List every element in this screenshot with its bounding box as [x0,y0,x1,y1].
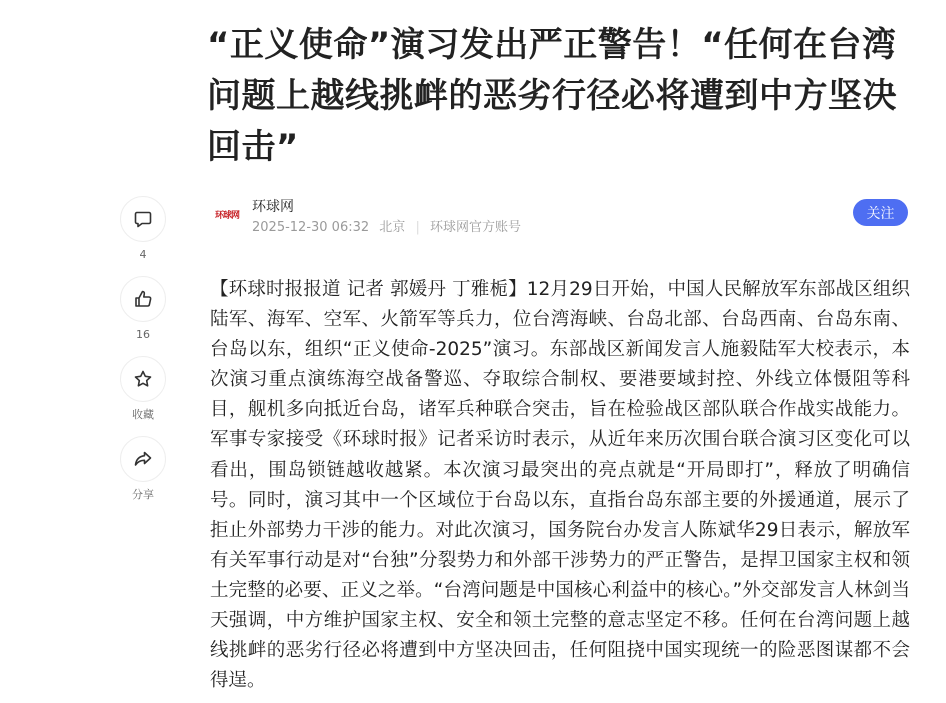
share-icon [133,449,153,469]
share-label: 分享 [132,488,154,501]
thumbs-up-icon [133,289,153,309]
share-button[interactable] [120,436,166,482]
author-avatar[interactable]: 环球网 [214,210,239,221]
share-action[interactable] [119,436,167,502]
article-title: “正义使命”演习发出严正警告！“任何在台湾问题上越线挑衅的恶劣行径必将遭到中方坚决回击” [207,25,897,167]
action-rail [119,196,167,516]
comment-count: 4 [139,248,147,261]
like-button[interactable] [120,276,166,322]
star-icon [133,369,153,389]
author-name[interactable]: 环球网 [252,199,294,215]
meta-divider: | [415,220,420,235]
publish-time: 2025-12-30 06:32 [252,220,370,235]
article-meta [252,216,527,235]
article-body: 【环球时报报道 记者 郭媛丹 丁雅栀】12月29日开始，中国人民解放军东部战区组织陆军、海军、空军、火箭军等兵力，位台湾海峡、台岛北部、台岛西南、台岛东南、台岛以东，组织“正义使命-2025”演习。东部战区新闻发言人施毅陆军大校表示，本次演习重点演练海空战备警巡、夺取综合制权、要港要域封控、外线立体慑阻等科目，舰机多向抵近台岛，诸军兵种联合突击，旨在检验战区部队联合作战实战能力。军事专家接受《环球时报》记者采访时表示，从近年来历次围台联合演习区变化可以看出，围岛锁链越收越紧。本次演习最突出的亮点就是“开局即打”，释放了明确信号。同时，演习其中一个区域位于台岛以东，直指台岛东部主要的外援通道，展示了拒止外部势力干涉的能力。对此次演习，国务院台办发言人陈斌华29日表示，解放军有关军事行动是对“台独”分裂势力和外部干涉势力的严正警告，是捍卫国家主权和领土完整的必要、正义之举。“台湾问题是中国核心利益中的核心。”外交部发言人林剑当天强调，中方维护国家主权、安全和领土完整的意志坚定不移。任何在台湾问题上越线挑衅的恶劣行径必将遭到中方坚决回击，任何阻挠中国实现统一的险恶图谋都不会得逞。 [210,279,910,692]
comment-action[interactable] [119,196,167,262]
like-action[interactable] [119,276,167,342]
account-type: 环球网官方账号 [429,220,521,235]
author-row [210,194,908,238]
publish-location: 北京 [379,220,406,235]
follow-button[interactable]: 关注 [853,199,908,226]
comment-icon [133,209,153,229]
favorite-button[interactable] [120,356,166,402]
comment-button[interactable] [120,196,166,242]
favorite-label: 收藏 [132,408,154,421]
like-count: 16 [136,328,150,341]
favorite-action[interactable] [119,356,167,422]
